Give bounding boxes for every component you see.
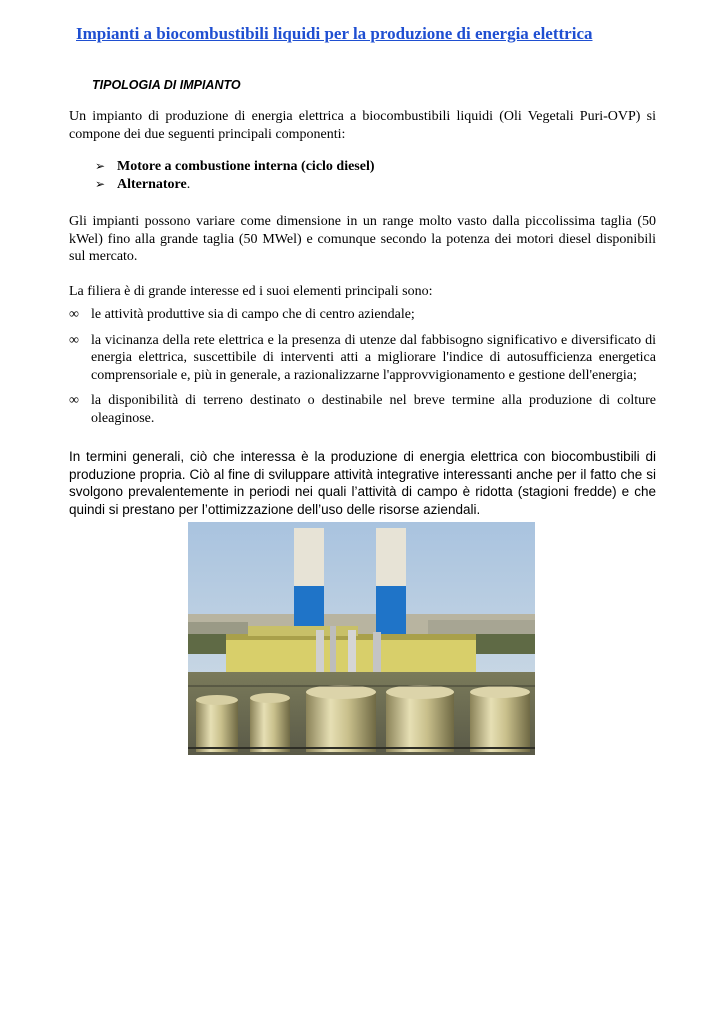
list-item [69,306,656,324]
list-item-text: le attività produttive sia di campo che di centro aziendale; [91,307,415,322]
filiera-list [69,306,656,427]
arrow-bullet-icon: ➢ [95,159,106,173]
list-item [69,392,656,427]
infinity-bullet-icon: ∞ [69,393,79,408]
list-item [95,158,375,176]
components-list [95,158,375,193]
arrow-bullet-icon: ➢ [95,176,106,191]
infinity-bullet-icon: ∞ [69,332,79,348]
component-suffix: . [186,176,191,192]
infinity-bullet-icon: ∞ [69,307,79,322]
list-item [95,176,375,194]
list-item-text: la vicinanza della rete elettrica e la presenza di utenze dal fabbisogno significativo e diversificato di energia elettrica, suscettibile di interventi atti a migliorare l'indice di autosufficienza energetica comprensoriale e, più in generale, a razionalizzarne l'approvvigionamento e gestione dell'energia; [91,332,656,383]
list-item [69,332,656,385]
filiera-intro: La filiera è di grande interesse ed i suoi elementi principali sono: [69,284,433,299]
size-paragraph: Gli impianti possono variare come dimensione in un range molto vasto dalla piccolissima taglia (50 kWel) fino alla grande taglia (50 MWel) e comunque secondo la potenza dei motori diesel disponibili sul mercato. [69,214,656,264]
list-item-text: la disponibilità di terreno destinato o destinabile nel breve termine alla produzione di colture oleaginose. [91,393,656,426]
section-heading: TIPOLOGIA DI IMPIANTO [92,78,241,92]
power-plant-photo [188,522,535,755]
component-label: Alternatore [117,176,187,192]
intro-paragraph: Un impianto di produzione di energia elettrica a biocombustibili liquidi (Oli Vegetali Puri-OVP) si compone dei due seguenti principali componenti: [69,109,656,142]
document-title: Impianti a biocombustibili liquidi per la produzione di energia elettrica [76,24,593,43]
component-label: Motore a combustione interna (ciclo diesel) [117,159,375,174]
general-paragraph: In termini generali, ciò che interessa è la produzione di energia elettrica con biocombustibili di produzione propria. Ciò al fine di sviluppare attività integrative interessanti anche per il fatto che si svolgono prevalentemente in periodi nei quali l’attività di campo è ridotta (stagioni fredde) e che quindi si prestano per l’ottimizzazione dell’uso delle risorse aziendali. [69,449,656,517]
